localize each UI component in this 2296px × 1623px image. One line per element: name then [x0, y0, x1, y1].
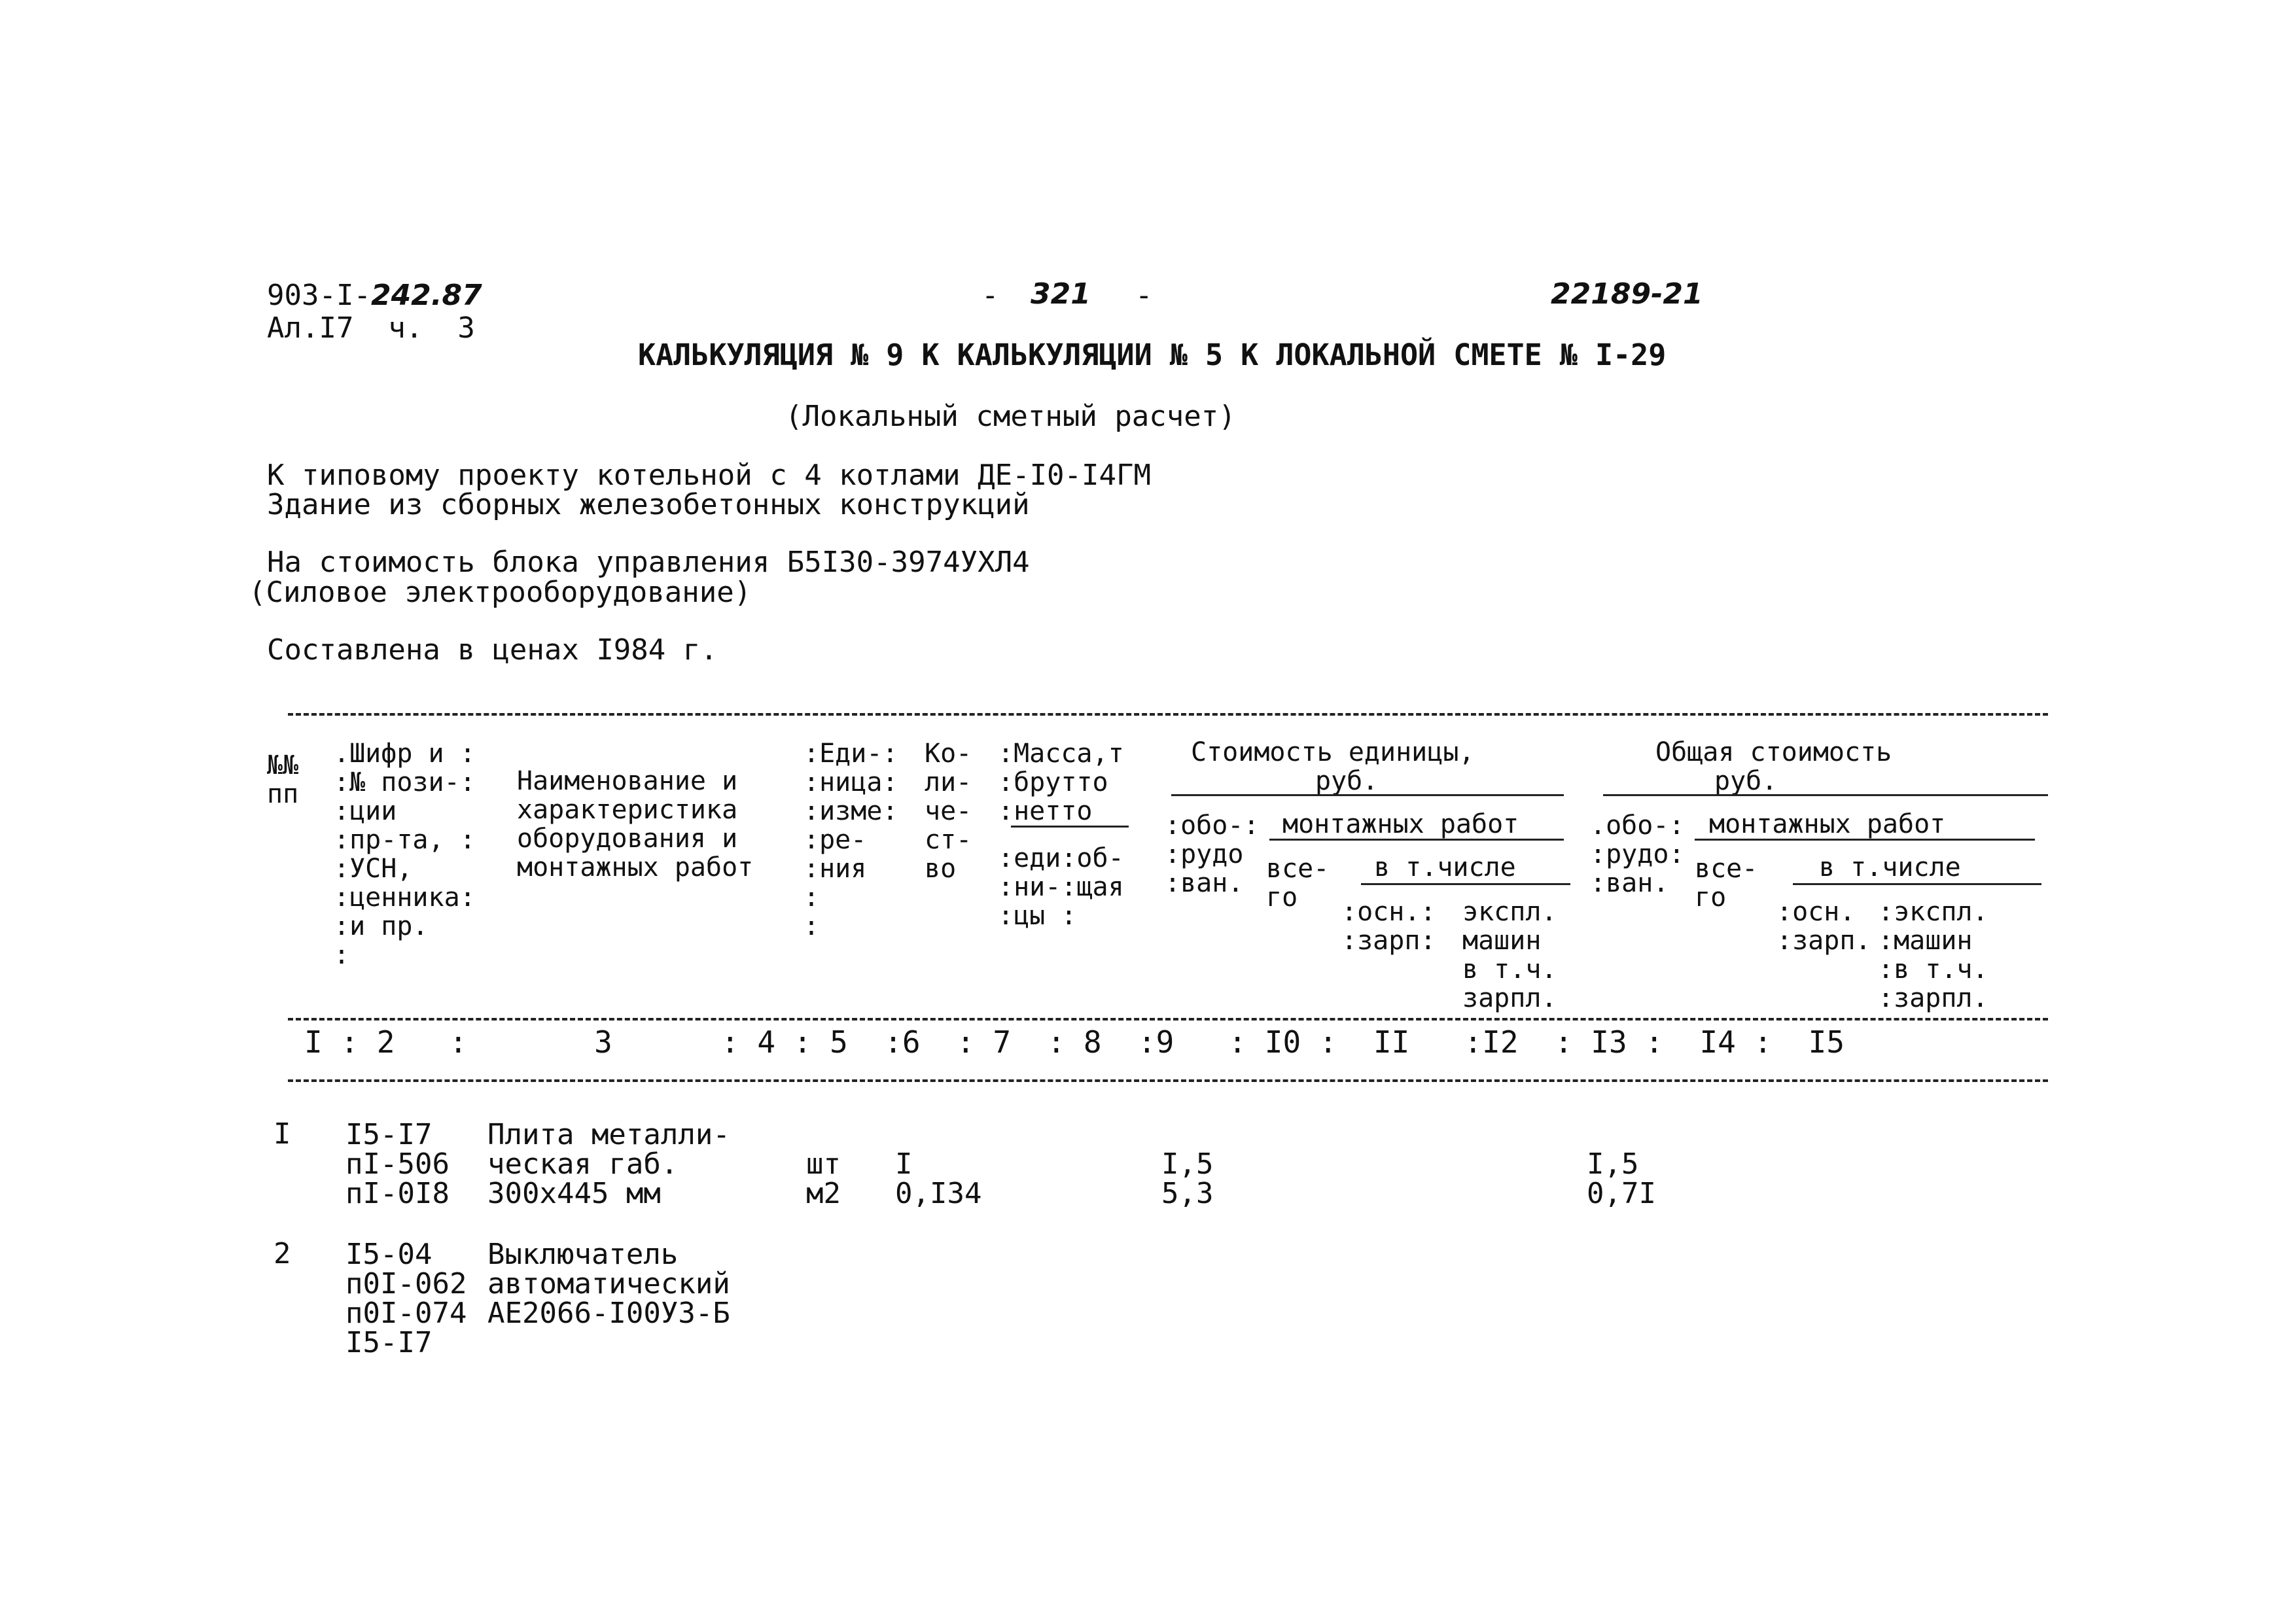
row-codes: I5-I7 пI-506 пI-0I8	[345, 1118, 450, 1210]
row-number: 2	[274, 1237, 291, 1270]
col-header-total-cost-total: все- го	[1695, 854, 1758, 913]
col-header-unit-cost-installation: монтажных работ	[1282, 809, 1519, 839]
row-name: Выключатель автоматический АЕ2066-I00УЗ-Б	[487, 1238, 730, 1330]
table-top-rule	[288, 713, 2048, 716]
building-line: Здание из сборных железобетонных конструкций	[267, 488, 1030, 521]
row-name: Плита металли- ческая габ. 300х445 мм	[487, 1118, 730, 1210]
row-quantity: I 0,I34	[895, 1147, 982, 1210]
col-header-unit-cost-rub: руб.	[1315, 766, 1379, 796]
unit-installation-underline	[1269, 839, 1564, 841]
mass-underline	[1011, 826, 1129, 828]
unit-incl-underline	[1361, 883, 1570, 885]
total-installation-underline	[1695, 839, 2035, 841]
col-header-unit-cost-total: все- го	[1266, 854, 1330, 913]
document-title: КАЛЬКУЛЯЦИЯ № 9 К КАЛЬКУЛЯЦИИ № 5 К ЛОКАЛЬНОЙ СМЕТЕ № I-29	[638, 338, 1667, 372]
col-header-total-cost-machines: :экспл. :машин :в т.ч. :зарпл.	[1878, 897, 1988, 1013]
col-header-total-cost-rub: руб.	[1714, 766, 1778, 796]
document-subtitle: (Локальный сметный расчет)	[785, 400, 1236, 433]
header-bottom-rule	[288, 1018, 2048, 1021]
row-number: I	[274, 1117, 291, 1151]
col-header-unit-cost-incl: в т.числе	[1374, 852, 1516, 882]
col-header-unit-cost-wages: :осн.: :зарп:	[1341, 897, 1436, 956]
col-header-quantity: Ко- ли- че- ст- во	[925, 739, 972, 884]
col-header-total-cost-installation: монтажных работ	[1709, 809, 1946, 839]
col-header-code: .Шифр и : :№ пози-: :ции :пр-та, : :УСН, :ценника: :и пр. :	[334, 739, 476, 970]
col-header-name: Наименование и характеристика оборудования и монтажных работ	[517, 766, 754, 882]
unit-cost-underline	[1171, 794, 1564, 796]
row-unit: шт м2	[806, 1147, 841, 1210]
col-header-unit-cost-equipment: :обо-: :рудо :ван.	[1165, 811, 1260, 898]
column-numbers-row: I : 2 : 3 : 4 : 5 :6 : 7 : 8 :9 : I0 : II :I2 : I3 : I4 : I5	[304, 1024, 1845, 1060]
col-header-unit-cost-machines: экспл. машин в т.ч. зарпл.	[1462, 897, 1557, 1013]
page-number-left-dash: -	[981, 279, 999, 312]
row-total-cost: I,5 0,7I	[1587, 1147, 1656, 1210]
row-unit-cost: I,5 5,3	[1161, 1147, 1214, 1210]
album-part: Ал.I7 ч. 3	[267, 311, 475, 345]
total-cost-underline	[1603, 794, 2048, 796]
col-header-mass: :Масса,т :брутто :нетто	[998, 739, 1124, 826]
col-header-total-cost-equipment: .обо-: :рудо: :ван.	[1590, 811, 1685, 898]
cost-subject-note: (Силовое электрооборудование)	[249, 576, 752, 609]
sheet-code: 22189-21	[1551, 277, 1703, 311]
page-number: 321	[1031, 277, 1091, 311]
cost-subject-line: На стоимость блока управления Б5I30-3974УХЛ4	[267, 546, 1030, 579]
row-codes: I5-04 п0I-062 п0I-074 I5-I7	[345, 1238, 467, 1359]
total-incl-underline	[1793, 883, 2041, 885]
col-header-number: №№ пп	[267, 750, 299, 809]
doc-code: 903-I-242.87	[267, 279, 482, 312]
price-basis-line: Составлена в ценах I984 г.	[267, 633, 718, 667]
col-header-total-cost-incl: в т.числе	[1819, 852, 1961, 882]
doc-code-handwritten: 242.87	[370, 279, 482, 312]
page-number-right-dash: -	[1135, 279, 1153, 312]
col-header-total-cost: Общая стоимость	[1655, 737, 1892, 767]
col-header-total-cost-wages: :осн. :зарп.	[1776, 897, 1871, 956]
project-line: К типовому проекту котельной с 4 котлами ДЕ-I0-I4ГМ	[267, 459, 1152, 492]
col-header-unit: :Еди-: :ница: :изме: :ре- :ния : :	[804, 739, 898, 941]
column-numbers-rule	[288, 1079, 2048, 1082]
col-header-unit-cost: Стоимость единицы,	[1191, 737, 1475, 767]
col-header-mass-split: :еди:об- :ни-:щая :цы :	[998, 843, 1124, 931]
